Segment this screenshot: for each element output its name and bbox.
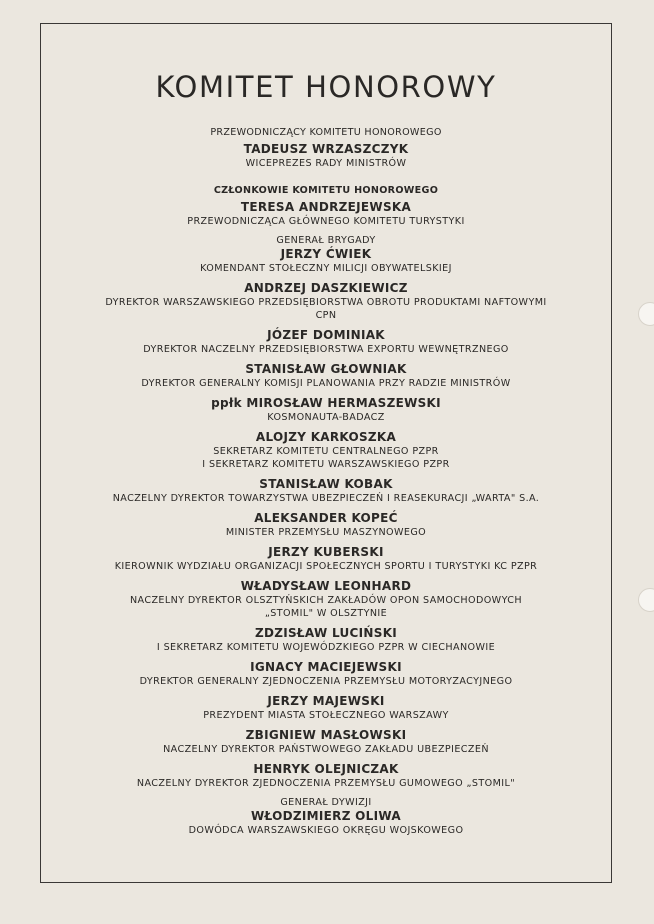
member-role: NACZELNY DYREKTOR PAŃSTWOWEGO ZAKŁADU UBEZPIECZEŃ: [163, 744, 489, 755]
member-role-cont: CPN: [315, 310, 337, 321]
member-role: DYREKTOR NACZELNY PRZEDSIĘBIORSTWA EXPORTU WEWNĘTRZNEGO: [143, 344, 509, 355]
member-name: JERZY ĆWIEK: [280, 247, 372, 261]
member-entry: [40, 796, 612, 837]
member-role: NACZELNY DYREKTOR OLSZTYŃSKICH ZAKŁADÓW OPON SAMOCHODOWYCH: [129, 595, 523, 606]
member-name: HENRYK OLEJNICZAK: [253, 762, 399, 776]
chair-heading: PRZEWODNICZĄCY KOMITETU HONOROWEGO: [210, 127, 442, 138]
member-entry: [40, 234, 612, 275]
member-entry: [40, 328, 612, 356]
member-name: ALEKSANDER KOPEĆ: [254, 511, 398, 525]
member-name: STANISŁAW KOBAK: [259, 477, 393, 491]
member-role: KOSMONAUTA-BADACZ: [267, 412, 385, 423]
member-entry: [40, 762, 612, 790]
member-name: JERZY MAJEWSKI: [267, 694, 385, 708]
committee-list: [40, 70, 612, 837]
member-name: ZDZISŁAW LUCIŃSKI: [254, 626, 398, 640]
member-entry: [40, 660, 612, 688]
member-name: STANISŁAW GŁOWNIAK: [245, 362, 407, 376]
members-list: [40, 200, 612, 837]
member-entry: [40, 545, 612, 573]
member-entry: [40, 626, 612, 654]
member-role: KOMENDANT STOŁECZNY MILICJI OBYWATELSKIEJ: [200, 263, 452, 274]
member-entry: [40, 728, 612, 756]
page-title: KOMITET HONOROWY: [155, 70, 497, 104]
member-name: TERESA ANDRZEJEWSKA: [240, 200, 412, 214]
member-entry: [40, 430, 612, 471]
member-entry: [40, 281, 612, 322]
member-role: DYREKTOR GENERALNY KOMISJI PLANOWANIA PRZY RADZIE MINISTRÓW: [141, 378, 511, 389]
member-role-cont: I SEKRETARZ KOMITETU WARSZAWSKIEGO PZPR: [202, 459, 450, 470]
member-entry: [40, 511, 612, 539]
member-role: PREZYDENT MIASTA STOŁECZNEGO WARSZAWY: [203, 710, 449, 721]
member-role: SEKRETARZ KOMITETU CENTRALNEGO PZPR: [213, 446, 439, 457]
member-entry: [40, 362, 612, 390]
member-role: PRZEWODNICZĄCA GŁÓWNEGO KOMITETU TURYSTYKI: [187, 216, 465, 227]
punch-hole-bottom: [638, 588, 654, 612]
member-role: NACZELNY DYREKTOR ZJEDNOCZENIA PRZEMYSŁU GUMOWEGO „STOMIL": [136, 778, 516, 789]
member-name: JÓZEF DOMINIAK: [267, 328, 385, 342]
member-entry: [40, 694, 612, 722]
member-name: WŁODZIMIERZ OLIWA: [251, 809, 401, 823]
member-role-cont: „STOMIL" W OLSZTYNIE: [264, 608, 388, 619]
member-name: ANDRZEJ DASZKIEWICZ: [244, 281, 408, 295]
member-rank: GENERAŁ DYWIZJI: [280, 797, 372, 808]
member-role: KIEROWNIK WYDZIAŁU ORGANIZACJI SPOŁECZNYCH SPORTU I TURYSTYKI KC PZPR: [114, 561, 538, 572]
member-rank: GENERAŁ BRYGADY: [276, 235, 376, 246]
member-name: IGNACY MACIEJEWSKI: [250, 660, 402, 674]
member-entry: [40, 579, 612, 620]
member-role: MINISTER PRZEMYSŁU MASZYNOWEGO: [225, 527, 427, 538]
member-role: DYREKTOR GENERALNY ZJEDNOCZENIA PRZEMYSŁU MOTORYZACYJNEGO: [139, 676, 513, 687]
member-role: DYREKTOR WARSZAWSKIEGO PRZEDSIĘBIORSTWA OBROTU PRODUKTAMI NAFTOWYMI: [105, 297, 547, 308]
chair-name: TADEUSZ WRZASZCZYK: [243, 142, 409, 156]
member-name: ppłk MIROSŁAW HERMASZEWSKI: [211, 396, 441, 410]
member-entry: [40, 200, 612, 228]
member-name: JERZY KUBERSKI: [268, 545, 384, 559]
member-entry: [40, 396, 612, 424]
chair-role: WICEPREZES RADY MINISTRÓW: [245, 158, 407, 169]
member-role: I SEKRETARZ KOMITETU WOJEWÓDZKIEGO PZPR W CIECHANOWIE: [156, 642, 496, 653]
members-heading: CZŁONKOWIE KOMITETU HONOROWEGO: [213, 185, 439, 196]
member-role: DOWÓDCA WARSZAWSKIEGO OKRĘGU WOJSKOWEGO: [188, 825, 464, 836]
member-role: NACZELNY DYREKTOR TOWARZYSTWA UBEZPIECZEŃ I REASEKURACJI „WARTA" S.A.: [112, 493, 540, 504]
member-name: ZBIGNIEW MASŁOWSKI: [245, 728, 407, 742]
punch-hole-top: [638, 302, 654, 326]
member-name: ALOJZY KARKOSZKA: [255, 430, 397, 444]
member-name: WŁADYSŁAW LEONHARD: [240, 579, 412, 593]
member-entry: [40, 477, 612, 505]
